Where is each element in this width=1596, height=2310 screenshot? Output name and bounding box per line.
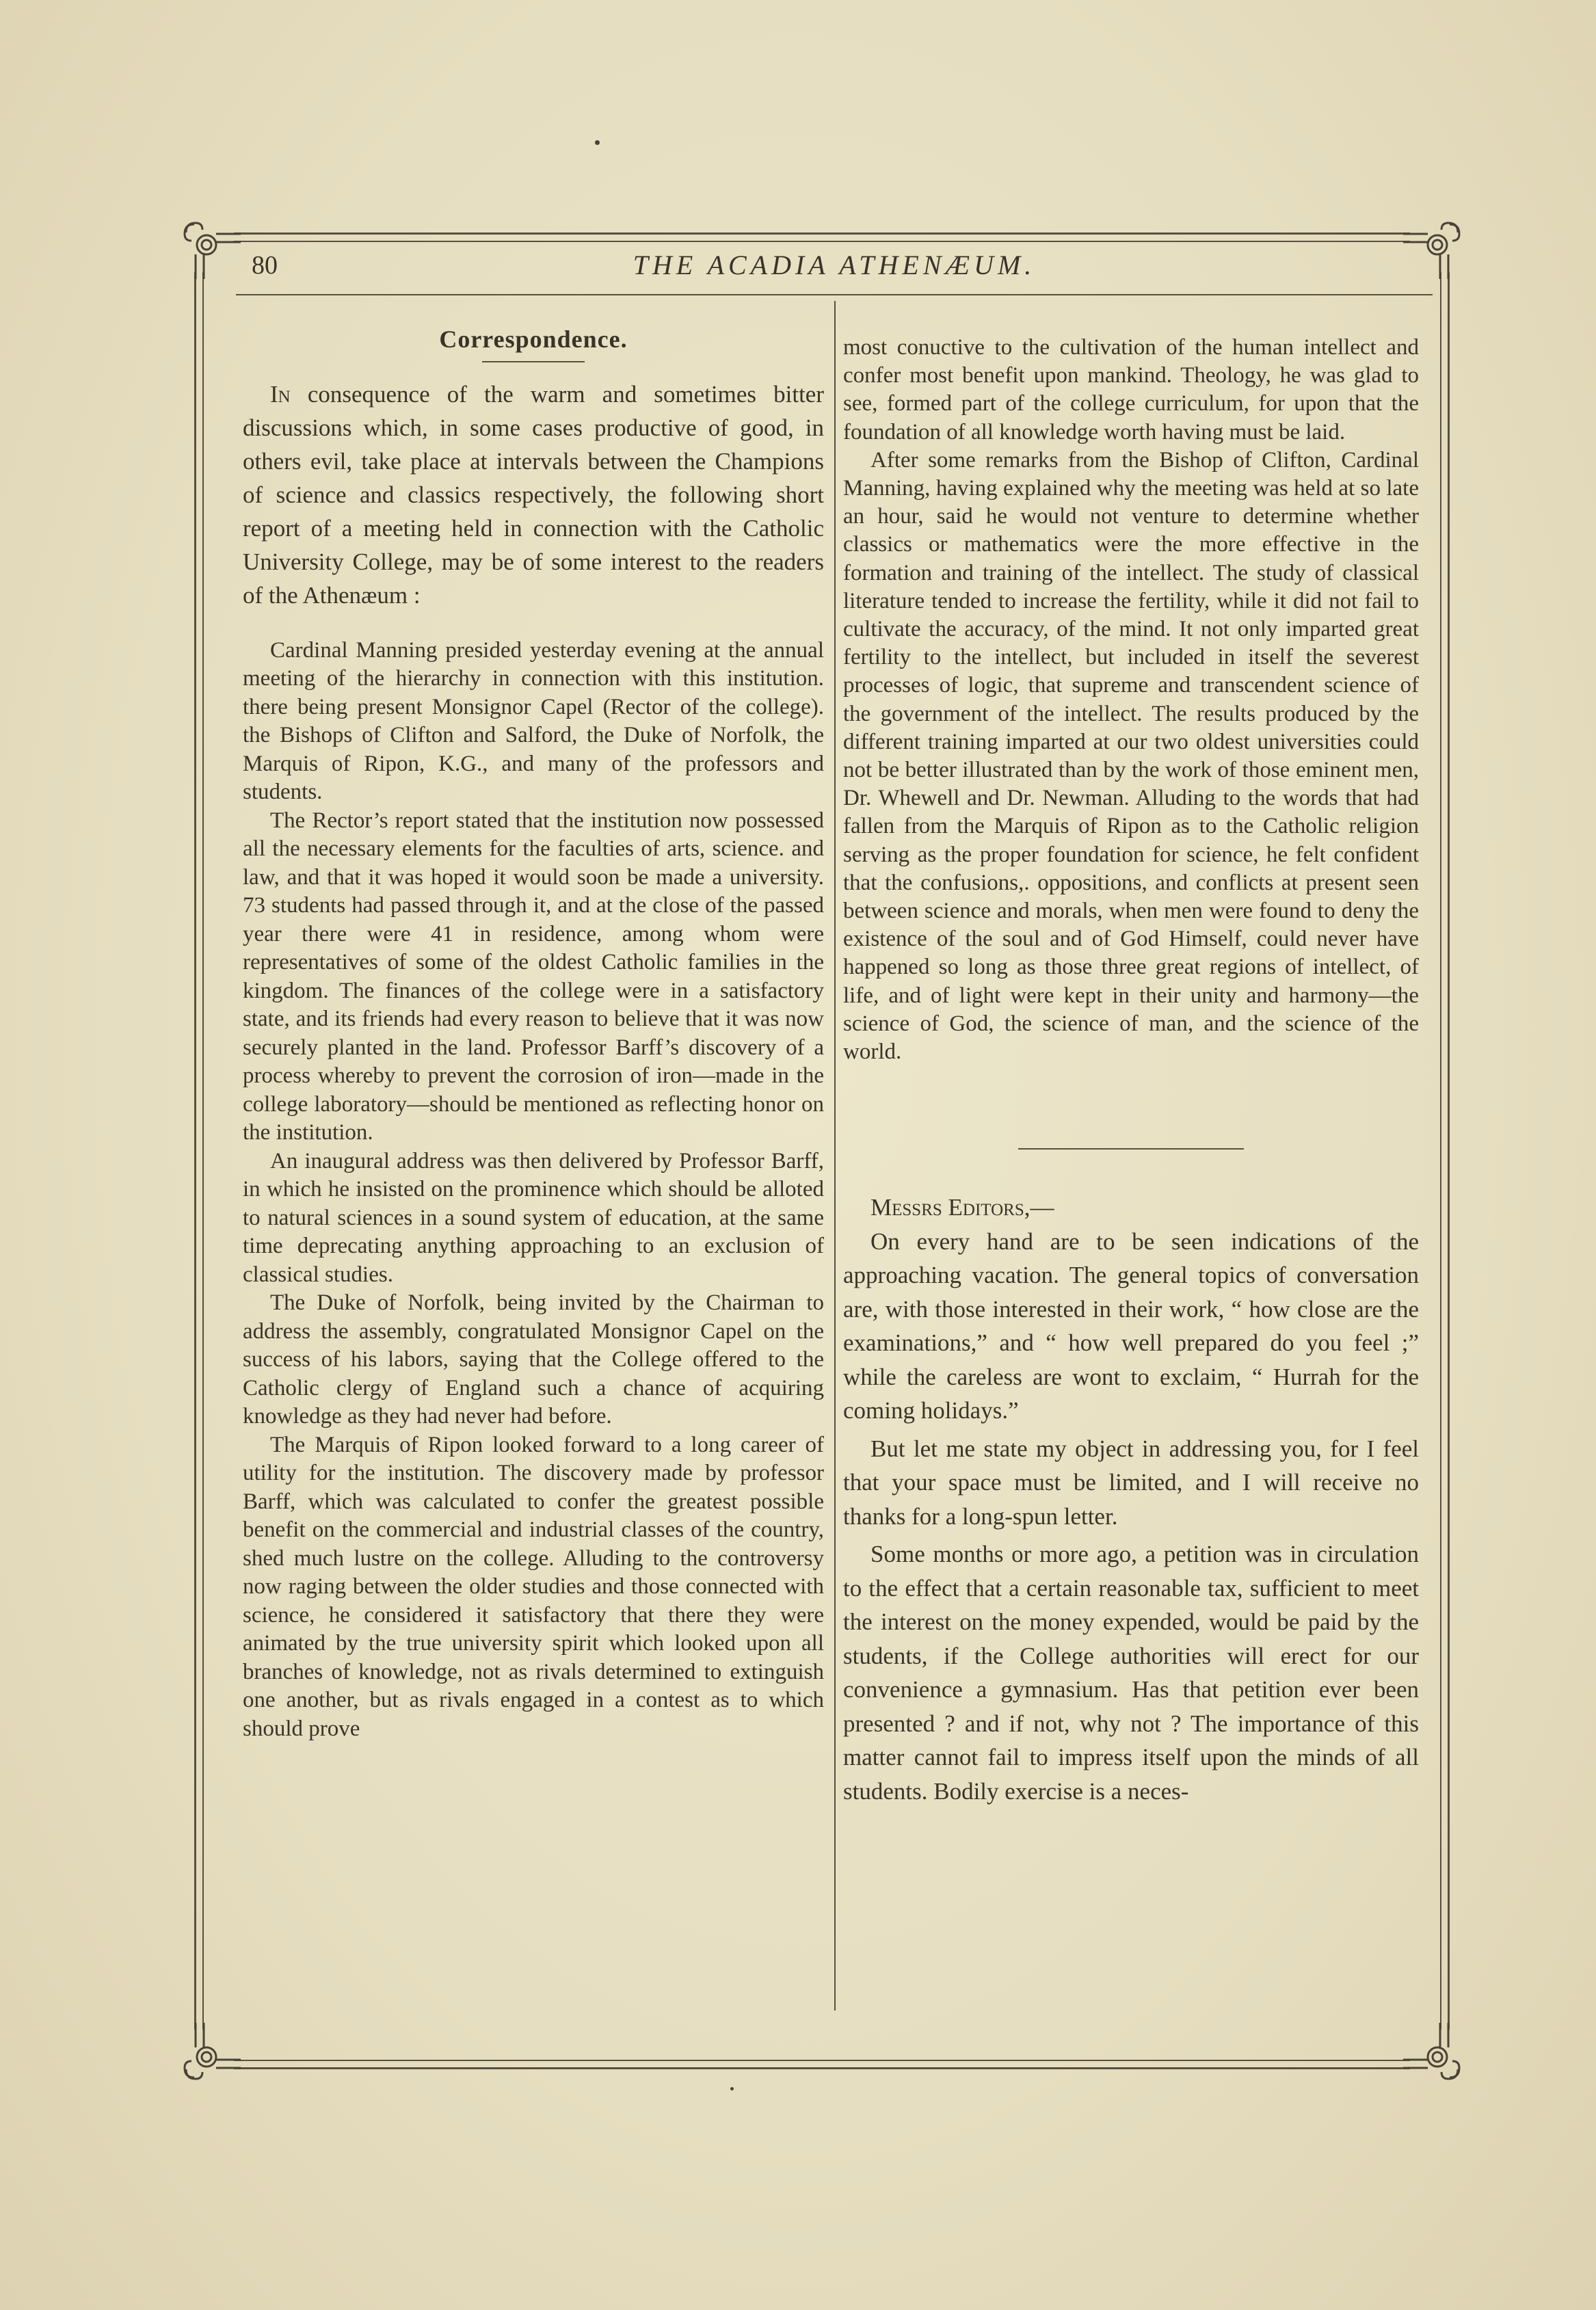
print-speck [730,2087,734,2090]
intro-text: consequence of the warm and sometimes bitter discussions which, in some cases productive of good, in others evil, take place at intervals between the Champions of science and classics respectively, the following short report of a meeting held in connection with the Catholic University College, may be of some interest to the readers of the Athenæum : [243,380,824,609]
scroll-ornament-icon [179,2023,241,2084]
article-paragraph: Cardinal Manning presided yesterday evening at the annual meeting of the hierarchy in connection with this institution. there being present Monsignor Capel (Rector of the college). the Bishops of Clifton and Salford, the Duke of Norfolk, the Marquis of Ripon, K.G., and many of the professors and students. [243,637,824,804]
letter-paragraph: On every hand are to be seen indications of the approaching vacation. The general topics of conversation are, with those interested in their work, “ how close are the examinations,” and “ how well prepared do you feel ;” while the careless are wont to exclaim, “ Hurrah for the coming holidays.” [843,1227,1419,1424]
right-column [843,334,1419,1808]
left-column [243,321,824,1743]
article-paragraph: An inaugural address was then delivered by Professor Barff, in which he insisted on the prominence which should be alloted to natural sciences in a sound system of education, at the same time deprecating anything approaching to an exclusion of classical studies. [243,1148,824,1287]
letter-paragraph: Some months or more ago, a petition was in circulation to the effect that a certain reasonable tax, sufficient to meet the interest on the money expended, would be paid by the students, if the College authorities will erect for our convenience a gymnasium. Has that petition ever been presented ? and if not, why not ? The importance of this matter cannot fail to impress itself upon the minds of all students. Bodily exercise is a neces- [843,1541,1419,1805]
article-paragraph: The Marquis of Ripon looked forward to a long career of utility for the institution. The discovery made by professor Barff, which was calculated to confer the greatest possible benefit on the commercial and industrial classes of the country, shed much lustre on the college. Alluding to the controversy now raging between the older studies and those connected with science, he considered it satisfactory that there they were animated by the true university spirit which looked upon all branches of knowledge, not as rivals determined to extinguish one another, but as rivals engaged in a contest as to which should prove [243,1432,824,1741]
letter-to-editors [843,1191,1419,1808]
letter-salutation: Messrs Editors,— [870,1194,1054,1221]
running-title: THE ACADIA ATHENÆUM. [633,250,1036,280]
letter-paragraph: But let me state my object in addressing you, for I feel that your space must be limited, and I will receive no thanks for a long-spun letter. [843,1435,1419,1530]
scroll-ornament-icon [179,217,241,279]
intro-paragraph [243,377,824,612]
header-rule [236,294,1433,295]
print-speck [595,140,600,145]
title-rule [482,361,585,362]
scroll-ornament-icon [1403,2023,1465,2084]
column-divider [834,301,836,2010]
intro-lead: In [270,380,291,408]
section-title: Correspondence. [439,326,628,353]
page-number: 80 [252,251,278,280]
continuation-paragraph: most conuctive to the cultivation of the human intellect and confer most benefit upon mankind. Theology, he was glad to see, formed part of the college curriculum, for upon that the foundation of all knowledge worth having must be laid. [843,335,1419,444]
article-paragraph: After some remarks from the Bishop of Clifton, Cardinal Manning, having explained why the meeting was held at so late an hour, said he would not venture to determine whether classics or mathematics were the more effective in the formation and training of the intellect. The study of classical literature tended to increase the fertility, while it did not fail to cultivate the accuracy, of the mind. It not only imparted great fertility to the intellect, but included in itself the severest processes of logic, that supreme and transcendent science of the government of the intellect. The results produced by the different training imparted at our two oldest universities could not be better illustrated than by the work of those eminent men, Dr. Whewell and Dr. Newman. Alluding to the words that had fallen from the Marquis of Ripon as to the Catholic religion serving as the proper foundation for science, he felt confident that the confusions,. oppositions, and conflicts at present seen between science and morals, when men were found to deny the existence of the soul and of God Himself, could never have happened so long as those three great regions of intellect, of life, and of light were kept in their unity and harmony—the science of God, the science of man, and the science of the world. [843,447,1419,1065]
article-paragraph: The Rector’s report stated that the institution now possessed all the necessary elements for the faculties of arts, science. and law, and that it was hoped it would soon be made a university. 73 students had passed through it, and at the close of the passed year there were 41 in residence, among whom were representatives of some of the oldest Catholic families in the kingdom. The finances of the college were in a satisfactory state, and its friends had every reason to believe that it was now securely planted in the land. Professor Barff’s discovery of a process whereby to prevent the corrosion of iron—made in the college laboratory—should be mentioned as reflecting honor on the institution. [243,808,824,1145]
page-header [232,246,1436,287]
article-paragraph: The Duke of Norfolk, being invited by the Chairman to address the assembly, congratulated Monsignor Capel on the success of his labors, saying that the College offered to the Catholic clergy of England such a chance of acquiring knowledge as they had never had before. [243,1290,824,1429]
